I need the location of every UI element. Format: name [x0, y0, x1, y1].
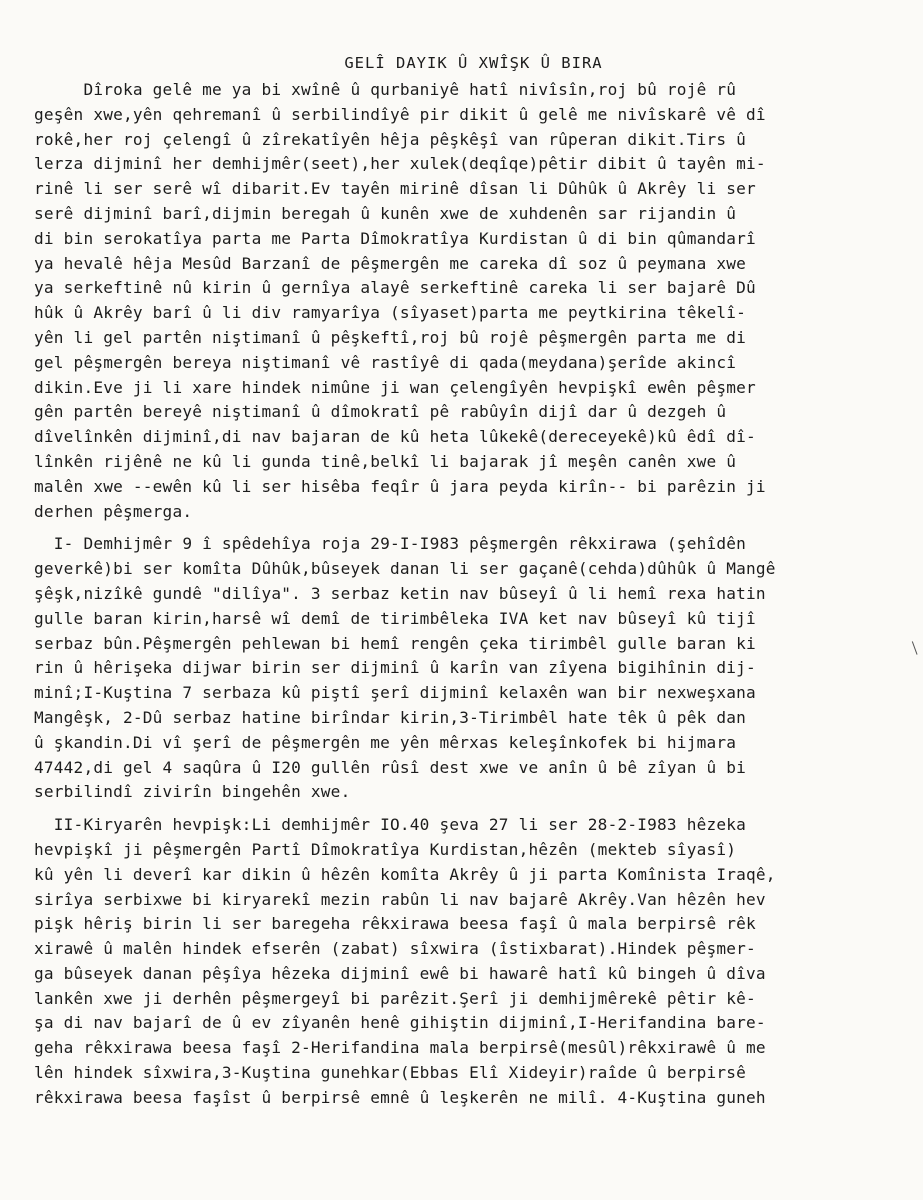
text-line: geha rêkxirawa beesa faşî 2-Herifandina mala berpirsê(mesûl)rêkxirawê û me	[34, 1038, 766, 1058]
paragraph-gap	[34, 805, 893, 813]
text-line: rinê li ser serê wî dibarit.Ev tayên mirinê dîsan li Dûhûk û Akrêy li ser	[34, 179, 756, 199]
text-line: Mangêşk, 2-Dû serbaz hatine birîndar kirin,3-Tirimbêl hate têk û pêk dan	[34, 707, 747, 727]
text-line: malên xwe --ewên kû li ser hisêba feqîr û jara peyda kirîn-- bi parêzin ji	[34, 476, 766, 496]
text-line: derhen pêşmerga.	[34, 501, 193, 521]
text-line: dikin.Eve ji li xare hindek nimûne ji wan çelengîyên hevpişkî ewên pêşmer	[34, 377, 756, 397]
paragraph	[34, 78, 893, 524]
text-line: rokê,her roj çelengî û zîrekatîyên hêja pêşkêşî van rûperan dikit.Tirs û	[34, 129, 747, 149]
text-line: şêşk,nizîkê gundê "dilîya". 3 serbaz ketin nav bûseyî û li hemî rexa hatin	[34, 583, 766, 603]
text-line: lankên xwe ji derhên pêşmergeyî bi parêzit.Şerî ji demhijmêrekê pêtir kê-	[34, 988, 756, 1008]
text-line: pişk hêriş birin li ser baregeha rêkxirawa beesa faşî û mala berpirsê rêk	[34, 914, 756, 934]
text-line: yên li gel partên niştimanî û pêşkeftî,roj bû rojê pêşmergên parta me di	[34, 327, 747, 347]
text-line: rin û hêrişeka dijwar birin ser dijminî û karîn van zîyena bigihînin dij-	[34, 658, 756, 678]
text-line: ya serkeftinê nû kirin û gernîya alayê serkeftinê careka li ser bajarê Dû	[34, 278, 756, 298]
text-line: gel pêşmergên bereya niştimanî vê rastîyê di qada(meydana)şerîde akincî	[34, 352, 737, 372]
paragraph	[34, 813, 893, 1111]
text-line: gulle baran kirin,harsê wî demî de tirimbêleka IVA ket nav bûseyî kû tijî	[34, 608, 756, 628]
paragraph-gap	[34, 524, 893, 532]
text-line: dîvelînkên dijminî,di nav bajaran de kû heta lûkekê(dereceyekê)kû êdî dî-	[34, 427, 756, 447]
text-line: serbaz bûn.Pêşmergên pehlewan bi hemî rengên çeka tirimbêl gulle baran ki	[34, 633, 756, 653]
text-line: geverkê)bi ser komîta Dûhûk,bûseyek danan li ser gaçanê(cehda)dûhûk û Mangê	[34, 559, 776, 579]
text-line: sirîya serbixwe bi kiryarekî mezin rabûn li nav bajarê Akrêy.Van hêzên hev	[34, 889, 766, 909]
text-line: serê dijminî barî,dijmin beregah û kunên xwe de xuhdenên sar rijandin û	[34, 203, 737, 223]
text-line: geşên xwe,yên qehremanî û serbilindîyê pir dikit û gelê me nivîskarê vê dî	[34, 104, 766, 124]
text-line: Dîroka gelê me ya bi xwînê û qurbaniyê hatî nivîsîn,roj bû rojê rû	[34, 80, 737, 99]
text-line: lerza dijminî her demhijmêr(seet),her xulek(deqîqe)pêtir dibit û tayên mi-	[34, 154, 766, 174]
text-line: ga bûseyek danan pêşîya hêzeka dijminî ewê bi hawarê hatî kû bingeh û dîva	[34, 963, 766, 983]
text-line: û şkandin.Di vî şerî de pêşmergên me yên mêrxas keleşînkofek bi hijmara	[34, 732, 737, 752]
text-line: I- Demhijmêr 9 î spêdehîya roja 29-I-I983 pêşmergên rêkxirawa (şehîdên	[34, 534, 747, 554]
text-line: lên hindek sîxwira,3-Kuştina gunehkar(Ebbas Elî Xideyir)raîde û berpirsê	[34, 1063, 747, 1083]
text-line: hûk û Akrêy barî û li div ramyarîya (sîyaset)parta me peytkirina têkelî-	[34, 303, 747, 323]
text-line: minî;I-Kuştina 7 serbaza kû piştî şerî dijminî kelaxên wan bir nexweşxana	[34, 683, 756, 703]
text-line: gên partên bereyê niştimanî û dîmokratî pê rabûyîn dijî dar û dezgeh û	[34, 402, 727, 422]
text-line: II-Kiryarên hevpişk:Li demhijmêr IO.40 şeva 27 li ser 28-2-I983 hêzeka	[34, 815, 747, 835]
document-title: GELÎ DAYIK Û XWÎŞK Û BIRA	[344, 54, 603, 72]
text-line: 47442,di gel 4 saqûra û I20 gullên rûsî dest xwe ve anîn û bê zîyan û bi	[34, 757, 747, 777]
text-line: xirawê û malên hindek efserên (zabat) sîxwira (îstixbarat).Hindek pêşmer-	[34, 939, 756, 959]
text-line: lînkên rijênê ne kû li gunda tinê,belkî li bajarak jî meşên canên xwe û	[34, 451, 737, 471]
text-line: serbilindî zivirîn bingehên xwe.	[34, 782, 351, 802]
paragraph	[34, 532, 893, 805]
text-line: kû yên li deverî kar dikin û hêzên komîta Akrêy û ji parta Komînista Iraqê,	[34, 864, 776, 884]
text-line: hevpişkî ji pêşmergên Partî Dîmokratîya Kurdistan,hêzên (mekteb sîyasî)	[34, 839, 737, 859]
document-body	[34, 78, 893, 1111]
text-line: rêkxirawa beesa faşîst û berpirsê emnê û leşkerên ne milî. 4-Kuştina guneh	[34, 1087, 766, 1107]
text-line: şa di nav bajarî de û ev zîyanên henê gihiştin dijminî,I-Herifandina bare-	[34, 1013, 766, 1033]
text-line: ya hevalê hêja Mesûd Barzanî de pêşmergên me careka dî soz û peymana xwe	[34, 253, 747, 273]
text-line: di bin serokatîya parta me Parta Dîmokratîya Kurdistan û di bin qûmandarî	[34, 228, 756, 248]
